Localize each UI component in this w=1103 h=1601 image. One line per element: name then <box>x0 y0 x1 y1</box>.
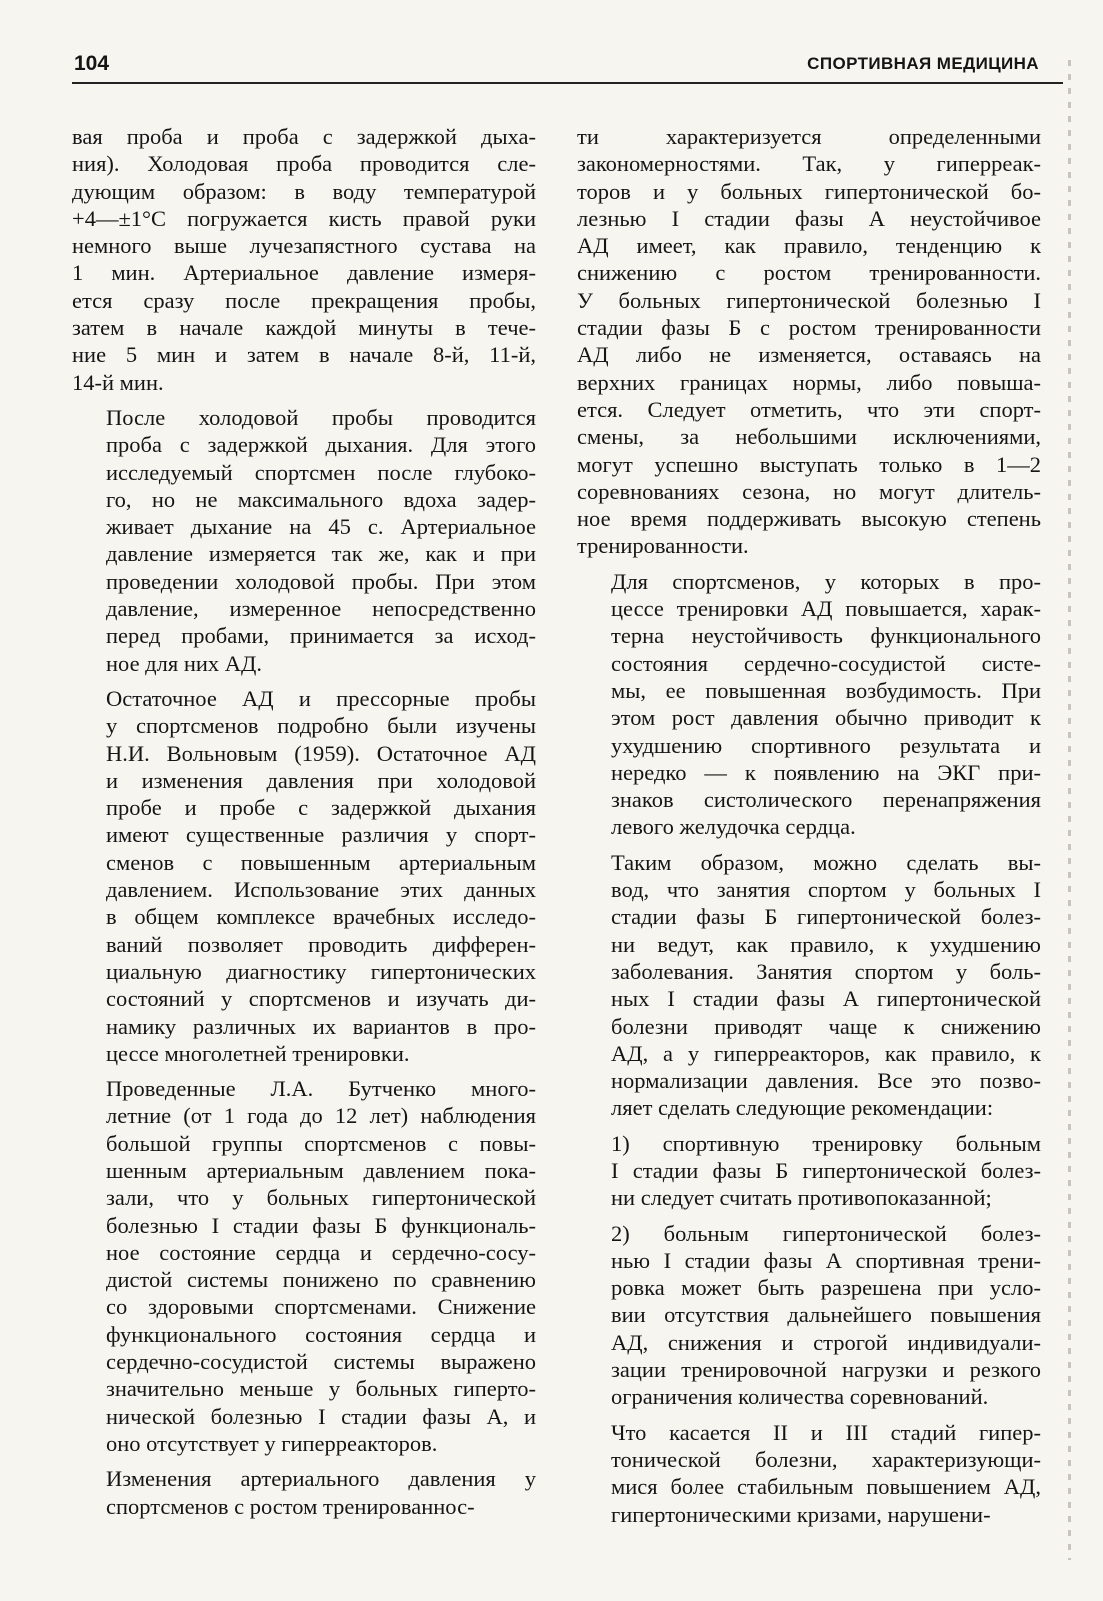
text-line: Изменения артериального давления у <box>106 1466 536 1492</box>
text-line: спортсменов с ростом тренированнос- <box>106 1493 475 1519</box>
text-line: соревнованиях сезона, но могут длитель- <box>577 478 1041 504</box>
text-line: заболевания. Занятия спортом у боль- <box>611 958 1041 984</box>
text-line: нью I стадии фазы А спортивная трени- <box>611 1247 1041 1273</box>
text-line: давлением. Использование этих данных <box>106 877 536 903</box>
text-line: живает дыхание на 45 с. Артериальное <box>106 514 536 540</box>
text-line: стадии фазы Б с ростом тренированности <box>577 315 1041 341</box>
text-line: ни ведут, как правило, к ухудшению <box>611 931 1041 957</box>
text-line: и изменения давления при холодовой <box>106 767 536 793</box>
text-line: левого желудочка сердца. <box>611 814 856 840</box>
text-line: 1 мин. Артериальное давление измеря- <box>72 260 536 286</box>
text-line: торов и у больных гипертонической бо- <box>577 178 1041 204</box>
text-line: ния). Холодовая проба проводится сле- <box>72 151 536 177</box>
text-line: АД, снижения и строгой индивидуали- <box>611 1329 1041 1355</box>
text-line: исследуемый спортсмен после глубоко- <box>106 459 536 485</box>
paragraph <box>577 1419 1041 1528</box>
text-line: го, но не максимального вдоха задер- <box>106 486 536 512</box>
text-line: ется сразу после прекращения пробы, <box>72 287 536 313</box>
text-line: нической болезнью I стадии фазы А, и <box>106 1403 536 1429</box>
text-line: давление измеряется так же, как и при <box>106 541 536 567</box>
page-number: 104 <box>74 52 110 75</box>
text-line: ных I стадии фазы А гипертонической <box>611 986 1041 1012</box>
text-line: болезнью I стадии фазы Б функциональ- <box>106 1212 536 1238</box>
text-line: терна неустойчивость функционального <box>611 623 1041 649</box>
text-line: I стадии фазы Б гипертонической болез- <box>611 1157 1041 1183</box>
text-line: ровка может быть разрешена при усло- <box>611 1275 1041 1301</box>
text-line: значительно меньше у больных гиперто- <box>106 1376 536 1402</box>
text-line: знаков систолического перенапряжения <box>611 787 1041 813</box>
left-column <box>72 123 536 1520</box>
text-line: болезни приводят чаще к снижению <box>611 1013 1041 1039</box>
text-line: цессе многолетней тренировки. <box>106 1040 410 1066</box>
text-line: мися более стабильным повышением АД, <box>611 1474 1041 1500</box>
text-line: пробе и пробе с задержкой дыхания <box>106 795 536 821</box>
paragraph <box>577 849 1041 1122</box>
text-line: у спортсменов подробно были изучены <box>106 713 536 739</box>
text-line: ухудшению спортивного результата и <box>611 732 1041 758</box>
text-line: функционального состояния сердца и <box>106 1321 536 1347</box>
text-line: Остаточное АД и прессорные пробы <box>106 685 536 711</box>
page-header <box>72 40 1063 84</box>
text-line: затем в начале каждой минуты в тече- <box>72 315 536 341</box>
text-line: дующим образом: в воду температурой <box>72 178 536 204</box>
paragraph <box>72 404 536 677</box>
text-line: 14-й мин. <box>72 369 164 395</box>
paragraph <box>577 1130 1041 1212</box>
text-line: 2) больным гипертонической болез- <box>611 1220 1041 1246</box>
text-line: проба с задержкой дыхания. Для этого <box>106 432 536 458</box>
paragraph <box>577 1220 1041 1411</box>
text-line: Для спортсменов, у которых в про- <box>611 568 1041 594</box>
text-line: этом рост давления обычно приводит к <box>611 705 1041 731</box>
text-line: снижению с ростом тренированности. <box>577 260 1041 286</box>
paragraph <box>577 568 1041 841</box>
text-line: Н.И. Вольновым (1959). Остаточное АД <box>106 740 536 766</box>
text-line: зации тренировочной нагрузки и резкого <box>611 1357 1041 1383</box>
text-line: гипертоническими кризами, нарушени- <box>611 1501 991 1527</box>
text-line: шенным артериальным давлением пока- <box>106 1157 536 1183</box>
text-line: 1) спортивную тренировку больным <box>611 1130 1041 1156</box>
text-line: дистой системы понижено по сравнению <box>106 1267 536 1293</box>
text-line: +4—±1°С погружается кисть правой руки <box>72 205 536 231</box>
text-line: ляет сделать следующие рекомендации: <box>611 1095 994 1121</box>
right-column <box>577 123 1041 1528</box>
text-line: состояния сердечно-сосудистой систе- <box>611 650 1041 676</box>
text-line: цессе тренировки АД повышается, харак- <box>611 596 1041 622</box>
text-line: перед пробами, принимается за исход- <box>106 623 536 649</box>
text-line: со здоровыми спортсменами. Снижение <box>106 1294 536 1320</box>
text-line: ваний позволяет проводить дифферен- <box>106 931 536 957</box>
text-line: немного выше лучезапястного сустава на <box>72 233 536 259</box>
text-line: проведении холодовой пробы. При этом <box>106 568 536 594</box>
text-line: смены, за небольшими исключениями, <box>577 424 1041 450</box>
text-line: АД имеет, как правило, тенденцию к <box>577 233 1041 259</box>
text-line: АД, а у гиперреакторов, как правило, к <box>611 1040 1041 1066</box>
text-line: тонической болезни, характеризующи- <box>611 1446 1041 1472</box>
text-line: ное для них АД. <box>106 650 263 676</box>
text-line: Таким образом, можно сделать вы- <box>611 849 1041 875</box>
text-line: могут успешно выступать только в 1—2 <box>577 451 1041 477</box>
text-line: ние 5 мин и затем в начале 8-й, 11-й, <box>72 342 536 368</box>
text-line: У больных гипертонической болезнью I <box>577 287 1041 313</box>
text-line: летние (от 1 года до 12 лет) наблюдения <box>106 1103 536 1129</box>
paragraph <box>72 1075 536 1457</box>
text-line: Проведенные Л.А. Бутченко много- <box>106 1076 536 1102</box>
text-line: нередко — к появлению на ЭКГ при- <box>611 759 1041 785</box>
text-line: состояний у спортсменов и изучать ди- <box>106 986 536 1012</box>
text-line: ограничения количества соревнований. <box>611 1384 989 1410</box>
paragraph <box>577 123 1041 560</box>
text-line: оно отсутствует у гиперреакторов. <box>106 1430 438 1456</box>
text-line: ти характеризуется определенными <box>577 124 1041 149</box>
running-title: СПОРТИВНАЯ МЕДИЦИНА <box>807 54 1039 73</box>
paragraph <box>72 685 536 1067</box>
text-line: вии отсутствия дальнейшего повышения <box>611 1302 1041 1328</box>
text-line: сердечно-сосудистой системы выражено <box>106 1349 536 1375</box>
text-line: После холодовой пробы проводится <box>106 404 536 430</box>
text-line: лезнью I стадии фазы А неустойчивое <box>577 205 1041 231</box>
text-line: давление, измеренное непосредственно <box>106 596 536 622</box>
text-line: вод, что занятия спортом у больных I <box>611 877 1041 903</box>
scan-edge-shadow <box>1068 60 1071 1560</box>
text-line: нормализации давления. Все это позво- <box>611 1068 1041 1094</box>
text-line: имеют существенные различия у спорт- <box>106 822 536 848</box>
text-line: тренированности. <box>577 533 749 559</box>
text-line: ное время поддерживать высокую степень <box>577 506 1041 532</box>
text-line: в общем комплексе врачебных исследо- <box>106 904 536 930</box>
text-line: ное состояние сердца и сердечно-сосу- <box>106 1239 536 1265</box>
text-line: циальную диагностику гипертонических <box>106 958 536 984</box>
text-line: сменов с повышенным артериальным <box>106 849 536 875</box>
text-line: Что касается II и III стадий гипер- <box>611 1419 1041 1445</box>
text-line: мы, ее повышенная возбудимость. При <box>611 677 1041 703</box>
text-line: АД либо не изменяется, оставаясь на <box>577 342 1041 368</box>
text-line: стадии фазы Б гипертонической болез- <box>611 904 1041 930</box>
text-line: зали, что у больных гипертонической <box>106 1185 536 1211</box>
text-line: намику различных их вариантов в про- <box>106 1013 536 1039</box>
text-line: ется. Следует отметить, что эти спорт- <box>577 396 1041 422</box>
text-line: большой группы спортсменов с повы- <box>106 1130 536 1156</box>
paragraph <box>72 123 536 396</box>
text-line: верхних границах нормы, либо повыша- <box>577 369 1041 395</box>
text-line: ни следует считать противопоказанной; <box>611 1185 992 1211</box>
text-line: вая проба и проба с задержкой дыха- <box>72 124 536 149</box>
text-line: закономерностями. Так, у гиперреак- <box>577 151 1041 177</box>
paragraph <box>72 1465 536 1520</box>
